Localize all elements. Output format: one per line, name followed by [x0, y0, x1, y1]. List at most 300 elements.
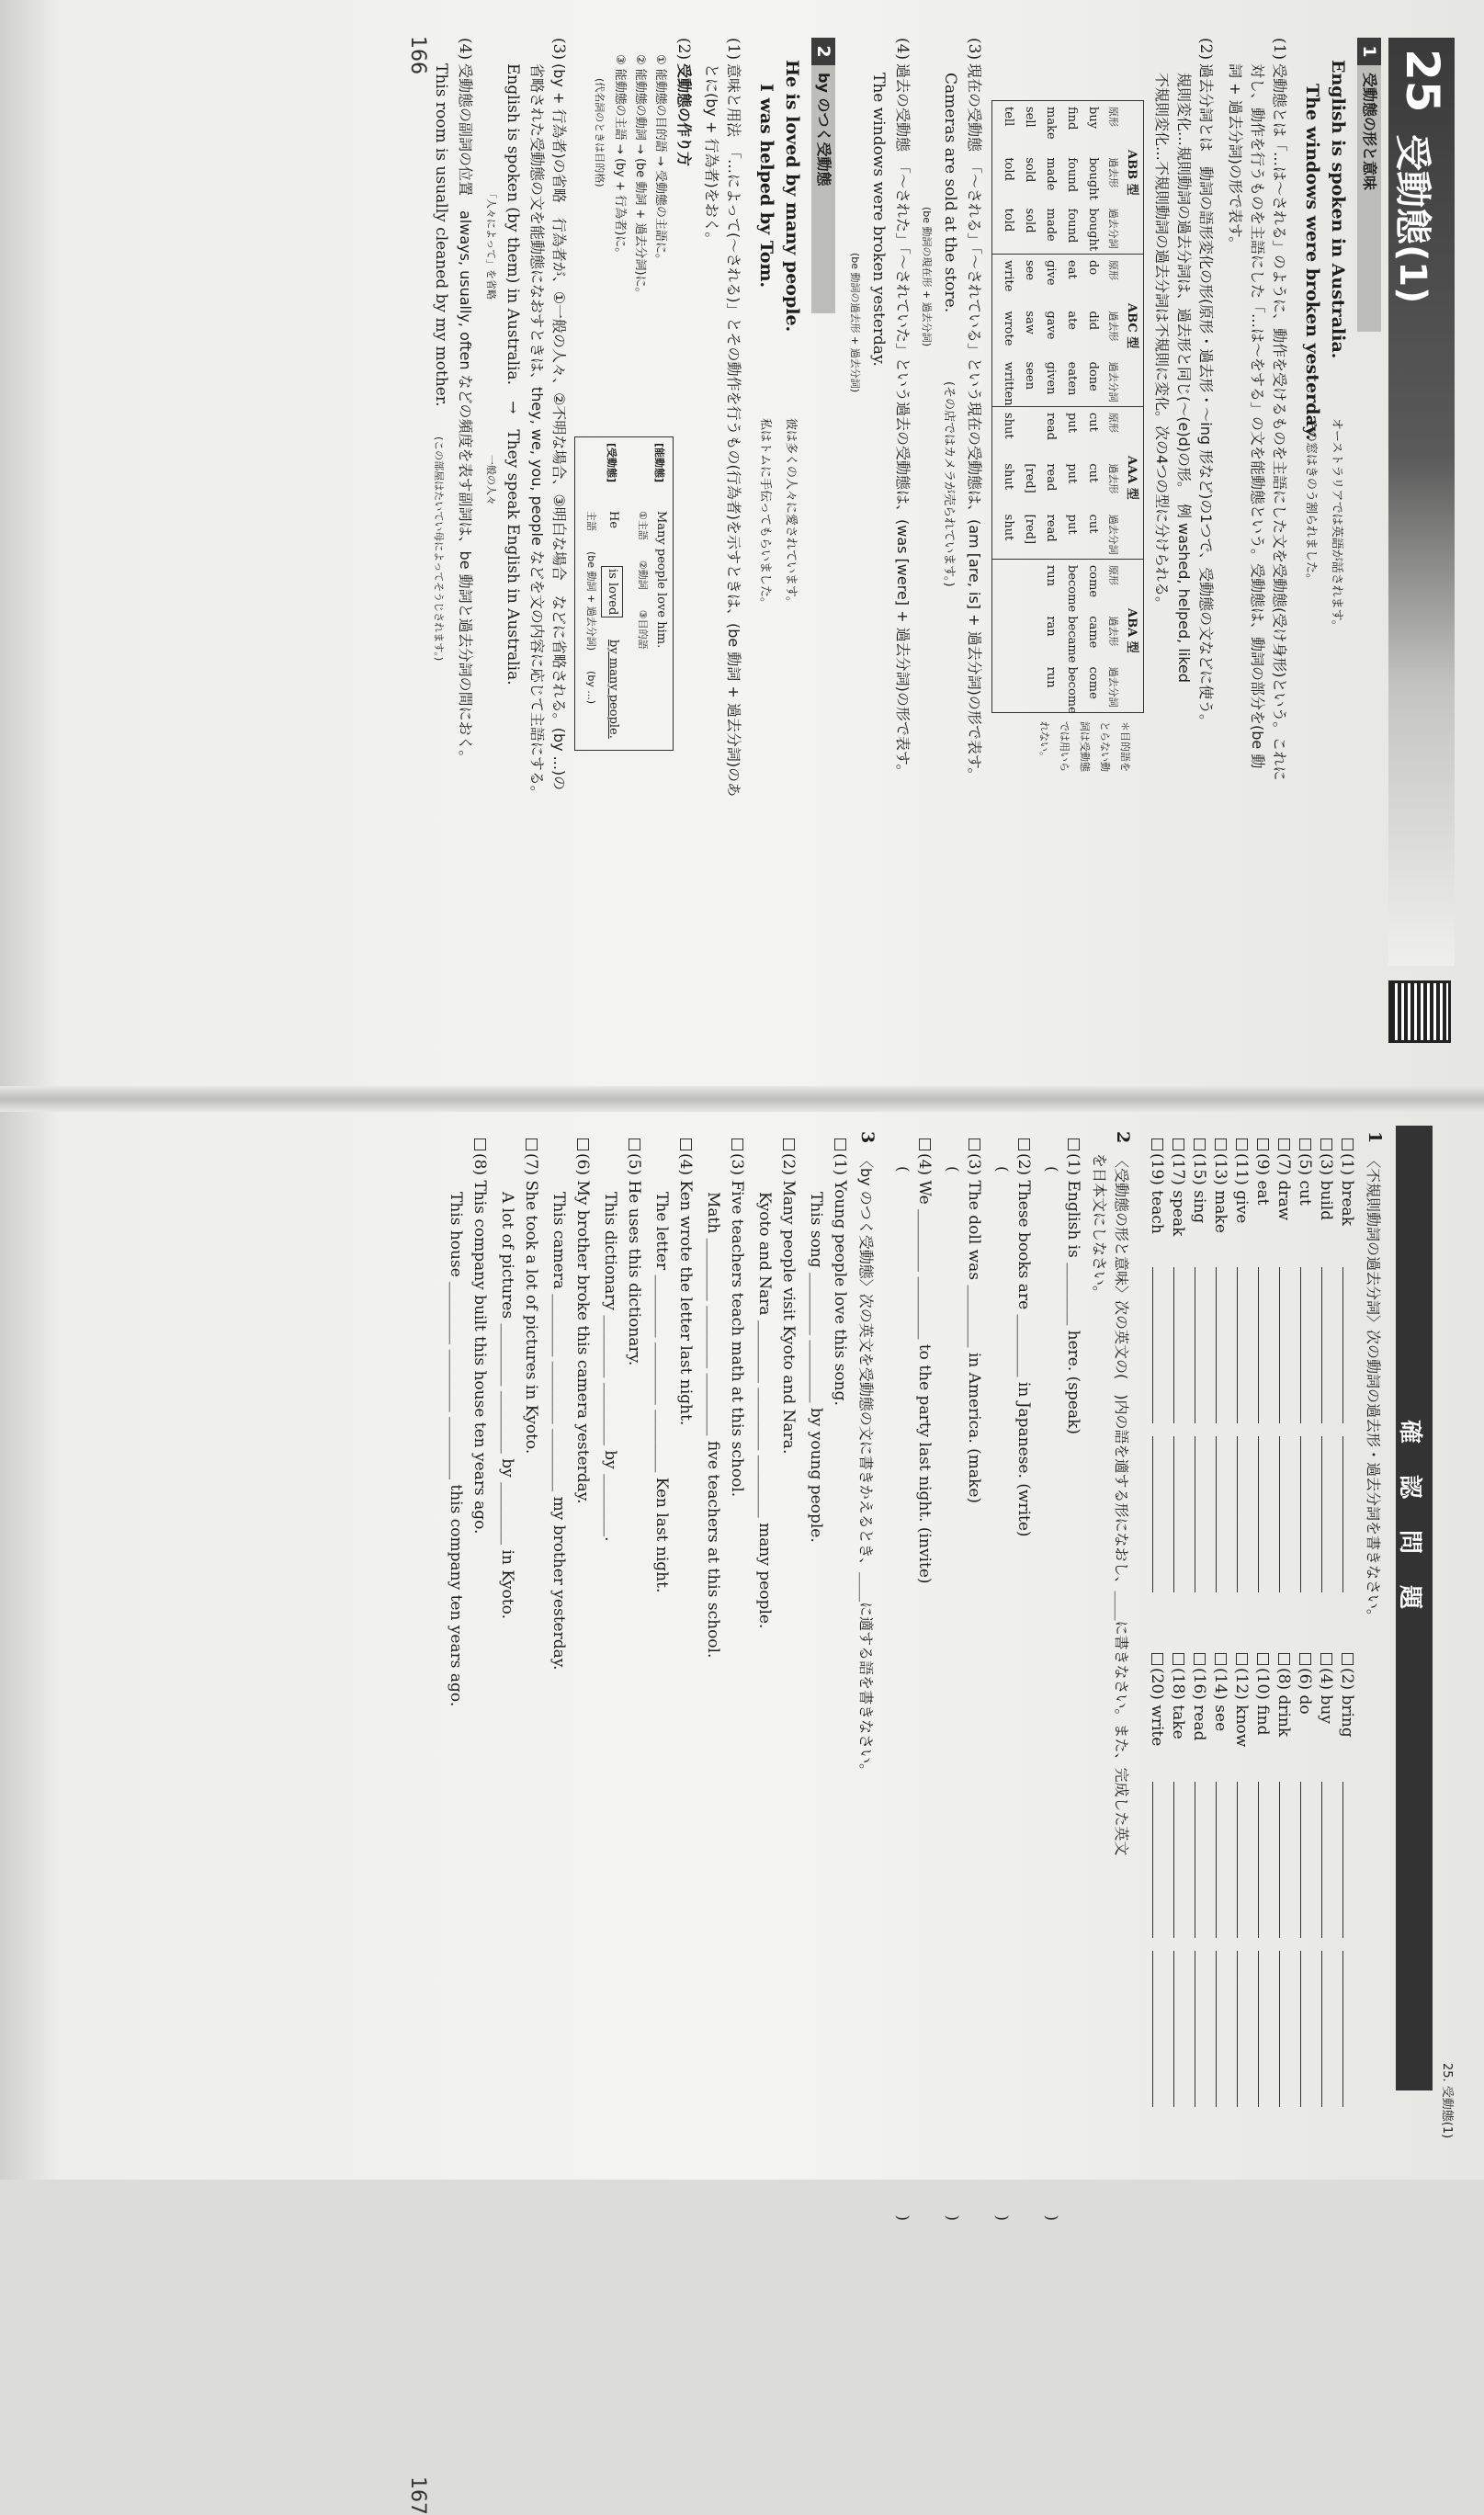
- verb-cell: did: [1086, 311, 1100, 331]
- sec1-p3-note: (be 動詞の現在形 + 過去分詞): [921, 207, 933, 347]
- q3-item-active: She took a lot of pictures in Kyoto.: [522, 1180, 540, 1455]
- answer-blank[interactable]: [1300, 1951, 1314, 2107]
- q2-number: 2: [1113, 1131, 1133, 1144]
- verb-cell: read: [1044, 514, 1058, 542]
- q2-item-label: (4): [915, 1153, 934, 1181]
- sec2-step-note: (代名詞のときは目的格): [594, 78, 606, 187]
- q2-item-label: (2): [1014, 1153, 1033, 1181]
- answer-blank[interactable]: [1152, 1436, 1166, 1592]
- answer-blank[interactable]: [1321, 1782, 1335, 1938]
- checkbox-icon[interactable]: [1018, 1139, 1030, 1150]
- section-1-title: 受動態の形と意味: [1361, 73, 1378, 191]
- answer-blank[interactable]: [1152, 1267, 1166, 1423]
- verb-header: 過去分詞: [1107, 666, 1119, 708]
- sec2-step-3: ③ 能動態の主語 → (by + 行為者)に。: [613, 54, 627, 260]
- q1-item: [1168, 1653, 1188, 2107]
- running-head: 25. 受動態(1): [1440, 2063, 1454, 2139]
- verb-cell: shut: [1002, 463, 1015, 490]
- answer-blank[interactable]: [1342, 1782, 1356, 1938]
- verb-table: [991, 100, 1144, 713]
- q1-item-label: (3) build: [1317, 1153, 1335, 1221]
- sec2-p3-note-2: 一般の人々: [485, 455, 497, 505]
- verb-cell: run: [1044, 565, 1058, 586]
- voice-diagram: [574, 436, 674, 751]
- q2-translation-blank[interactable]: ( ): [893, 1166, 912, 2222]
- q1-item: [1168, 1139, 1188, 1592]
- answer-blank[interactable]: [1258, 1782, 1272, 1938]
- q1-item: [1189, 1139, 1209, 1592]
- book-gutter: [0, 1086, 1484, 1112]
- diagram-active-label: [能動態]: [653, 443, 665, 483]
- q3-item-passive: The letter ＿＿＿＿ ＿＿＿＿ ＿＿＿＿ Ken last night.: [652, 1192, 671, 1593]
- verb-cell: written: [1002, 361, 1015, 406]
- q3-item: [572, 1139, 593, 1504]
- verb-cell: eat: [1065, 260, 1079, 279]
- verb-header: 過去分詞: [1107, 514, 1119, 555]
- sec1-p4-note: (be 動詞の過去形 + 過去分詞): [849, 253, 861, 393]
- checkbox-icon[interactable]: [1236, 1139, 1248, 1150]
- verb-cell: cut: [1086, 514, 1100, 534]
- q3-item-active: Many people visit Kyoto and Nara.: [779, 1180, 798, 1455]
- answer-blank[interactable]: [1279, 1436, 1293, 1592]
- q2-translation-blank[interactable]: ( ): [943, 1166, 961, 2222]
- checkbox-icon[interactable]: [1299, 1653, 1311, 1665]
- sec1-p3-example-jp: (その店ではカメラが売られています。): [942, 381, 956, 587]
- qr-code-icon: [1388, 980, 1451, 1043]
- q1-item: [1231, 1139, 1252, 1592]
- diagram-active-sentence: Many people love him.: [654, 511, 668, 649]
- chapter-number: 25: [1396, 49, 1449, 113]
- checkbox-icon[interactable]: [731, 1139, 743, 1150]
- review-banner: [1396, 1126, 1433, 2090]
- verb-cell: [red]: [1023, 514, 1037, 545]
- q1-item: [1316, 1139, 1336, 1592]
- q1-item-label: (9) eat: [1253, 1153, 1272, 1206]
- answer-blank[interactable]: [1237, 1951, 1251, 2107]
- q3-item-label: (2): [779, 1153, 798, 1181]
- q1-item: [1295, 1653, 1315, 2107]
- sec1-p1-label: (1): [1270, 38, 1288, 61]
- verb-table-note: ＊目的語をとらない動詞は受動態では用いられない。: [1038, 721, 1131, 772]
- q1-item-label: (4) buy: [1317, 1668, 1335, 1724]
- sec2-p3-line2: 省略された受動態の文を能動態になおすときは、they, we, you, people などを文の内容に応じて主語にする。: [528, 63, 546, 800]
- q1-item: [1274, 1653, 1294, 2107]
- answer-blank[interactable]: [1300, 1267, 1314, 1423]
- q2-item-text: We ＿＿＿＿ ＿＿＿＿ to the party last night. (invite): [915, 1180, 934, 1584]
- sec1-p3-line1: 現在の受動態 「～される」「～されている」という現在の受動態は、(am [are, is] + 過去分詞)の形で表す。: [966, 63, 983, 783]
- verb-cell: sold: [1023, 157, 1037, 183]
- answer-blank[interactable]: [1152, 1782, 1166, 1938]
- verb-cell: eaten: [1065, 361, 1079, 396]
- page-166: [41, 32, 1456, 1089]
- q2-item-text: These books are ＿＿＿＿ in Japanese. (write): [1014, 1180, 1033, 1537]
- page-number-166: 166: [406, 36, 429, 74]
- sec1-p3-label: (3): [965, 38, 983, 61]
- verb-header: 過去分詞: [1107, 361, 1119, 402]
- q1-item-label: (10) find: [1253, 1668, 1272, 1736]
- checkbox-icon[interactable]: [783, 1139, 795, 1150]
- q2-item: [964, 1139, 984, 1503]
- checkbox-icon[interactable]: [577, 1139, 589, 1150]
- q3-item-label: (3): [728, 1153, 746, 1181]
- verb-header: 過去形: [1107, 311, 1119, 342]
- answer-blank[interactable]: [1300, 1436, 1314, 1592]
- q2-translation-blank[interactable]: ( ): [992, 1166, 1011, 2222]
- verb-cell: become: [1065, 666, 1079, 714]
- answer-blank[interactable]: [1321, 1436, 1335, 1592]
- answer-blank[interactable]: [1342, 1267, 1356, 1423]
- verb-cell: found: [1065, 157, 1079, 193]
- checkbox-icon[interactable]: [1278, 1653, 1290, 1665]
- answer-blank[interactable]: [1342, 1436, 1356, 1592]
- answer-blank[interactable]: [1321, 1951, 1335, 2107]
- section-1-number: 1: [1357, 38, 1381, 65]
- sec2-p1-label: (1): [724, 38, 742, 61]
- sec1-p2-label: (2): [1196, 38, 1215, 61]
- checkbox-icon[interactable]: [969, 1139, 980, 1150]
- sec2-p4-example: This room is usually cleaned by my mother.: [432, 63, 450, 407]
- q1-instruction: 〈不規則動詞の過去分詞〉次の動詞の過去形・過去分詞を書きなさい。: [1365, 1153, 1382, 1625]
- verb-cell: bought: [1086, 157, 1100, 200]
- verb-group-name: ABA 型: [1125, 608, 1138, 653]
- sec2-p1-line1: 意味と用法 「…によって(～される)」とその動作を行うもの(行為者)を示すときは、(be 動詞 + 過去分詞)のあ: [725, 63, 742, 798]
- checkbox-icon[interactable]: [1215, 1653, 1227, 1665]
- answer-blank[interactable]: [1216, 1436, 1229, 1592]
- sec1-p2-line1: 過去分詞とは 動詞の語形変化の形(原形・過去形・～ing 形など)の1つで、受動態の文などに使う。: [1197, 63, 1215, 730]
- verb-cell: done: [1086, 361, 1100, 391]
- checkbox-icon[interactable]: [1342, 1139, 1354, 1150]
- sec1-p4-label: (4): [893, 38, 912, 61]
- q3-item: [470, 1139, 490, 1534]
- sec1-example-2-jp: その窓はきのう割られました。: [1304, 418, 1318, 586]
- q3-instruction: 〈by のつく受動態〉次の英文を受動態の文に書きかえるとき、＿＿に適する語を書きなさい。: [857, 1153, 875, 1779]
- q3-number: 3: [857, 1131, 878, 1144]
- checkbox-icon[interactable]: [1068, 1139, 1080, 1150]
- answer-blank[interactable]: [1258, 1436, 1272, 1592]
- q2-translation-blank[interactable]: ( ): [1042, 1166, 1060, 2222]
- sec2-p2-title: 受動態の作り方: [675, 63, 693, 167]
- verb-cell: cut: [1086, 413, 1100, 432]
- sec2-example-1: He is loved by many people.: [782, 60, 802, 333]
- q3-item: [727, 1139, 747, 1497]
- sec1-p3-example: Cameras are sold at the store.: [941, 73, 959, 313]
- sec2-p2-label: (2): [674, 38, 693, 61]
- q2-item: [1014, 1139, 1034, 1537]
- verb-cell: run: [1044, 666, 1058, 688]
- sec2-p3-example: English is spoken (by them) in Australia. → They speak English in Australia.: [504, 63, 522, 685]
- checkbox-icon[interactable]: [1257, 1653, 1269, 1665]
- q1-item: [1231, 1653, 1252, 2107]
- review-banner-title: 確認問題: [1396, 1420, 1423, 1641]
- answer-blank[interactable]: [1237, 1436, 1251, 1592]
- verb-cell: sold: [1023, 208, 1037, 233]
- q1-item-label: (18) take: [1169, 1668, 1187, 1739]
- answer-blank[interactable]: [1216, 1782, 1229, 1938]
- diagram-passive-he: He: [606, 511, 620, 529]
- sec1-p2-line3: 不規則変化…不規則動詞の過去分詞は不規則に変化。次の4つの型に分けられる。: [1153, 73, 1171, 612]
- verb-cell: find: [1065, 107, 1079, 130]
- answer-blank[interactable]: [1321, 1267, 1335, 1423]
- sec2-p3-line1: (by + 行為者)の省略 行為者が、①一般の人々、②不明な場合、③明白な場合 などに省略される。(by ...)の: [550, 63, 568, 791]
- q3-item-active: He uses this dictionary.: [625, 1180, 643, 1366]
- verb-cell: come: [1086, 565, 1100, 598]
- checkbox-icon[interactable]: [1172, 1653, 1184, 1665]
- verb-cell: give: [1044, 260, 1058, 286]
- q3-item-active: Young people love this song.: [831, 1180, 849, 1406]
- verb-cell: ran: [1044, 616, 1058, 637]
- verb-cell: became: [1065, 616, 1079, 663]
- q1-item-label: (1) break: [1338, 1153, 1356, 1226]
- verb-cell: found: [1065, 208, 1079, 244]
- sec2-p3-note-1: 「人々によって」を省略: [485, 188, 497, 300]
- verb-cell: given: [1044, 361, 1058, 395]
- diagram-passive-tags: 主語 (be 動詞 + 過去分詞) (by ...): [585, 511, 597, 705]
- q1-item: [1210, 1139, 1230, 1592]
- verb-header: 過去形: [1107, 616, 1119, 647]
- sec1-example-2: The windows were broken yesterday.: [1302, 84, 1322, 441]
- q2-item-text: The doll was ＿＿＿＿ in America. (make): [965, 1180, 983, 1504]
- checkbox-icon[interactable]: [1194, 1653, 1206, 1665]
- q2-item-label: (3): [965, 1153, 983, 1181]
- q1-item: [1316, 1653, 1336, 2107]
- answer-blank[interactable]: [1152, 1951, 1166, 2107]
- checkbox-icon[interactable]: [474, 1139, 486, 1150]
- q3-item-passive: Kyoto and Nara ＿＿＿＿ ＿＿＿＿ ＿＿＿＿ many people.: [755, 1192, 774, 1629]
- sec1-p4-line1: 過去の受動態 「～された」「～されていた」という過去の受動態は、(was [were] + 過去分詞)の形で表す。: [894, 63, 912, 779]
- q2-item: [914, 1139, 935, 1584]
- q1-item-label: (20) write: [1148, 1668, 1166, 1747]
- answer-blank[interactable]: [1195, 1782, 1208, 1938]
- sec2-example-2-jp: 私はトムに手伝ってもらいました。: [758, 418, 772, 610]
- q1-item-label: (8) drink: [1274, 1668, 1293, 1738]
- answer-blank[interactable]: [1216, 1267, 1229, 1423]
- verb-group: [992, 406, 1143, 560]
- answer-blank[interactable]: [1195, 1951, 1208, 2107]
- q3-item: [521, 1139, 541, 1454]
- answer-blank[interactable]: [1279, 1951, 1293, 2107]
- checkbox-icon[interactable]: [1320, 1653, 1332, 1665]
- answer-blank[interactable]: [1195, 1267, 1208, 1423]
- q3-item: [624, 1139, 644, 1365]
- sec2-p4-line1: 受動態の副詞の位置 always, usually, often などの頻度を表す副詞は、be 動詞と過去分詞の間におく。: [457, 63, 474, 765]
- q1-item: [1274, 1139, 1294, 1592]
- diagram-passive-verb: is loved: [601, 566, 623, 617]
- verb-cell: put: [1065, 514, 1079, 535]
- q1-item: [1210, 1653, 1230, 2107]
- answer-blank[interactable]: [1279, 1782, 1293, 1938]
- verb-header: 原形: [1107, 107, 1119, 127]
- verb-cell: ate: [1065, 311, 1079, 330]
- answer-blank[interactable]: [1173, 1951, 1187, 2107]
- q1-item-label: (7) draw: [1274, 1153, 1293, 1221]
- verb-cell: came: [1086, 616, 1100, 649]
- verb-cell: become: [1065, 565, 1079, 613]
- q2-item-text: English is ＿＿＿＿ here. (speak): [1064, 1180, 1082, 1435]
- page-number-167: 167: [406, 2476, 429, 2515]
- answer-blank[interactable]: [1216, 1951, 1229, 2107]
- sec2-p4-example-jp: (この部屋はたいてい母によってそうじされます。): [433, 436, 445, 662]
- checkbox-icon[interactable]: [1151, 1139, 1163, 1150]
- q1-item: [1295, 1139, 1315, 1592]
- sec2-p4-label: (4): [456, 38, 474, 61]
- verb-cell: wrote: [1002, 311, 1015, 346]
- checkbox-icon[interactable]: [629, 1139, 640, 1150]
- answer-blank[interactable]: [1258, 1267, 1272, 1423]
- answer-blank[interactable]: [1173, 1782, 1187, 1938]
- verb-cell: read: [1044, 413, 1058, 440]
- verb-header: 過去形: [1107, 157, 1119, 188]
- q1-item: [1147, 1139, 1167, 1592]
- q3-item-label: (4): [676, 1153, 695, 1181]
- verb-cell: gave: [1044, 311, 1058, 340]
- q1-number: 1: [1365, 1131, 1385, 1144]
- sec2-step-2: ② 能動態の動詞 → (be 動詞 + 過去分詞)に。: [633, 54, 647, 300]
- q1-item-label: (5) cut: [1296, 1153, 1314, 1206]
- q3-item-passive: This house ＿＿＿＿ ＿＿＿＿ ＿＿＿＿ this company ten years ago.: [447, 1192, 465, 1707]
- q1-item-label: (15) sing: [1190, 1153, 1208, 1224]
- q3-item-label: (6): [573, 1153, 592, 1181]
- verb-header: 原形: [1107, 413, 1119, 433]
- q3-item-passive: This dictionary ＿＿＿＿ ＿＿＿＿ by ＿＿＿＿.: [601, 1192, 619, 1542]
- q1-item: [1252, 1653, 1273, 2107]
- sec2-example-1-jp: 彼は多くの人々に愛されています。: [784, 418, 798, 608]
- sec2-p3-label: (3): [549, 38, 568, 61]
- answer-blank[interactable]: [1195, 1436, 1208, 1592]
- verb-cell: shut: [1002, 514, 1015, 541]
- answer-blank[interactable]: [1173, 1436, 1187, 1592]
- verb-cell: told: [1002, 157, 1015, 181]
- checkbox-icon[interactable]: [1278, 1139, 1290, 1150]
- q3-item: [675, 1139, 696, 1425]
- checkbox-icon[interactable]: [1215, 1139, 1227, 1150]
- checkbox-icon[interactable]: [1342, 1653, 1354, 1665]
- q1-item: [1337, 1139, 1357, 1592]
- sec2-p1-line2: とに(by + 行為者)をおく。: [703, 63, 720, 247]
- verb-cell: write: [1002, 260, 1015, 292]
- q1-item: [1252, 1139, 1273, 1592]
- checkbox-icon[interactable]: [834, 1139, 846, 1150]
- verb-header: 原形: [1107, 565, 1119, 585]
- answer-blank[interactable]: [1237, 1782, 1251, 1938]
- verb-cell: read: [1044, 463, 1058, 492]
- checkbox-icon[interactable]: [526, 1139, 538, 1150]
- section-2-number: 2: [811, 38, 835, 65]
- chapter-title: 受動態(1): [1391, 134, 1433, 304]
- q1-item-label: (11) give: [1232, 1153, 1251, 1224]
- q3-item-label: (1): [831, 1153, 849, 1181]
- q3-item-passive: A lot of pictures ＿＿＿＿ ＿＿＿＿ by ＿＿＿＿ in Kyoto.: [498, 1192, 516, 1619]
- q1-item-label: (2) bring: [1338, 1668, 1356, 1738]
- answer-blank[interactable]: [1258, 1951, 1272, 2107]
- verb-group-name: ABC 型: [1125, 303, 1138, 349]
- diagram-passive-by: by many people.: [606, 640, 620, 739]
- sec2-example-2: I was helped by Tom.: [756, 84, 776, 289]
- q1-item-label: (6) do: [1296, 1668, 1314, 1715]
- sec1-example-1: English is spoken in Australia.: [1328, 60, 1348, 359]
- checkbox-icon[interactable]: [919, 1139, 931, 1150]
- q3-item-active: This company built this house ten years ago.: [470, 1180, 489, 1535]
- verb-group: [992, 559, 1143, 712]
- verb-cell: told: [1002, 208, 1015, 232]
- verb-cell: see: [1023, 260, 1037, 281]
- verb-cell: put: [1065, 413, 1079, 433]
- verb-cell: shut: [1002, 413, 1015, 439]
- q2-item: [1063, 1139, 1083, 1434]
- verb-group-name: ABB 型: [1125, 150, 1138, 196]
- verb-cell: saw: [1023, 311, 1037, 334]
- answer-blank[interactable]: [1279, 1267, 1293, 1423]
- answer-blank[interactable]: [1237, 1267, 1251, 1423]
- checkbox-icon[interactable]: [1194, 1139, 1206, 1150]
- section-2-title: by のつく受動態: [815, 73, 833, 187]
- verb-cell: make: [1044, 107, 1058, 140]
- verb-group: [992, 254, 1143, 407]
- q3-item-active: My brother broke this camera yesterday.: [573, 1180, 592, 1504]
- checkbox-icon[interactable]: [1299, 1139, 1311, 1150]
- verb-group: [992, 101, 1143, 254]
- sec1-p1-line1: 受動態とは「…は～される」のように、動作を受けるものを主語にした文を受動態(受け身形)という。これに: [1271, 63, 1288, 781]
- q2-instruction: 〈受動態の形と意味〉次の英文の( )内の語を適する形になおし、＿＿に書きなさい。また、完成した英文: [1113, 1153, 1130, 1856]
- sec1-p2-line2: 規則変化…規則動詞の過去分詞は、過去形と同じ(～(e)d)の形。 例 washed, helped, liked: [1175, 73, 1193, 683]
- q1-item: [1189, 1653, 1209, 2107]
- verb-cell: put: [1065, 463, 1079, 484]
- sec1-p1-line2: 対し、動作を行うものを主語にした「…は～をする」の文を能動態という。受動態は、動詞の部分を(be 動: [1249, 63, 1266, 769]
- q3-item-passive: This song ＿＿＿＿ ＿＿＿＿ by young people.: [807, 1192, 825, 1543]
- q1-item: [1337, 1653, 1357, 2107]
- q1-item-label: (14) see: [1211, 1668, 1229, 1732]
- verb-cell: tell: [1002, 107, 1015, 127]
- q3-item-active: Ken wrote the letter last night.: [676, 1180, 695, 1426]
- chapter-header: [1388, 38, 1455, 966]
- checkbox-icon[interactable]: [1320, 1139, 1332, 1150]
- answer-blank[interactable]: [1173, 1267, 1187, 1423]
- verb-header: 過去分詞: [1107, 208, 1119, 249]
- answer-blank[interactable]: [1300, 1782, 1314, 1938]
- verb-header: 過去形: [1107, 463, 1119, 494]
- q3-item-passive: This camera ＿＿＿＿ ＿＿＿＿ ＿＿＿＿ my brother yesterday.: [549, 1192, 568, 1671]
- sec2-step-1: ① 能動態の目的語 → 受動態の主語に。: [653, 54, 667, 266]
- diagram-active-tags: ①主語 ②動詞 ③目的語: [637, 511, 649, 650]
- verb-cell: [red]: [1023, 463, 1037, 493]
- q1-item-label: (16) read: [1190, 1668, 1208, 1741]
- answer-blank[interactable]: [1342, 1951, 1356, 2107]
- sec1-p1-line3: 詞 + 過去分詞)の形で表す。: [1227, 63, 1244, 252]
- verb-cell: do: [1086, 260, 1100, 276]
- q3-item-label: (8): [470, 1153, 489, 1181]
- q3-item-active: Five teachers teach math at this school.: [728, 1180, 746, 1498]
- q3-item-label: (7): [522, 1153, 540, 1181]
- q1-item: [1147, 1653, 1167, 2107]
- page-167: [41, 1126, 1456, 2515]
- q2-item-label: (1): [1064, 1153, 1082, 1181]
- q3-item-passive: Math ＿＿＿＿ ＿＿＿＿ ＿＿＿＿ five teachers at this school.: [704, 1192, 722, 1659]
- verb-cell: come: [1086, 666, 1100, 699]
- q1-item-label: (17) speak: [1169, 1153, 1187, 1237]
- checkbox-icon[interactable]: [1236, 1653, 1248, 1665]
- verb-cell: bought: [1086, 208, 1100, 252]
- sec1-p4-example: The windows were broken yesterday.: [869, 73, 888, 367]
- verb-header: 原形: [1107, 260, 1119, 280]
- sec1-example-1-jp: オーストラリアでは英語が話されます。: [1330, 418, 1343, 632]
- checkbox-icon[interactable]: [1257, 1139, 1269, 1150]
- q1-item-label: (12) know: [1232, 1668, 1251, 1748]
- verb-cell: sell: [1023, 107, 1037, 128]
- verb-group-name: AAA 型: [1125, 456, 1138, 500]
- checkbox-icon[interactable]: [680, 1139, 692, 1150]
- checkbox-icon[interactable]: [1172, 1139, 1184, 1150]
- checkbox-icon[interactable]: [1151, 1653, 1163, 1665]
- verb-cell: made: [1044, 208, 1058, 242]
